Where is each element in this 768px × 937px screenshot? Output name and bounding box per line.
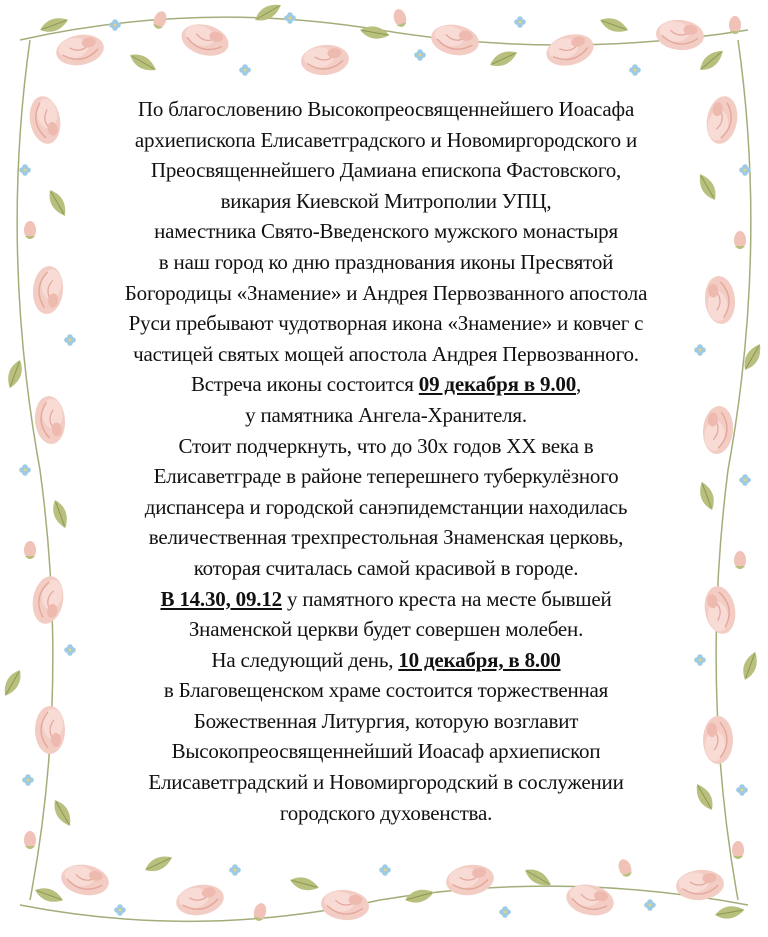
moleben-date: В 14.30, 09.12 [160,586,282,611]
text-line: частицей святых мощей апостола Андрея Первозванного. [133,341,639,366]
liturgy-text-line: городского духовенства. [279,800,493,825]
liturgy-text-line: Божественная Литургия, которую возглавит [193,708,579,733]
meeting-prefix: Встреча иконы состоится [190,372,419,397]
meeting-suffix: , [576,372,582,397]
text-line: По благословению Высокопреосвященнейшего Иоасафа [137,97,635,121]
history-line: величественная трехпрестольная Знаменская церковь, [148,525,624,550]
history-line: которая считалась самой красивой в городе. [193,555,579,580]
liturgy-prefix: На следующий день, [211,647,399,672]
liturgy-text-line: в Благовещенском храме состоится торжественная [163,678,609,703]
history-line: Стоит подчеркнуть, что до 30х годов XX века в [178,433,594,458]
moleben-line [86,584,686,615]
text-line: Руси пребывают чудотворная икона «Знамение» и ковчег с [128,311,644,336]
text-line: Богородицы «Знамение» и Андрея Первозванного апостола [124,280,648,305]
text-line: в наш город ко дню празднования иконы Пресвятой [158,249,614,274]
text-line: викария Киевской Митрополии УПЦ, [220,188,552,213]
history-line: диспансера и городской санэпидемстанции находилась [144,494,628,519]
moleben-suffix: у памятного креста на месте бывшей [281,586,612,611]
announcement-text [86,94,686,828]
liturgy-text-line: Елисаветградский и Новомиргородский в сослужении [148,770,624,795]
text-line: Преосвященнейшего Дамиана епископа Фастовского, [150,158,622,183]
history-line: Елисаветграде в районе теперешнего туберкулёзного [153,464,619,489]
meeting-place: у памятника Ангела-Хранителя. [245,402,527,427]
liturgy-date: 10 декабря, в 8.00 [398,647,561,672]
meeting-line [86,369,686,400]
liturgy-text-line: Высокопреосвященнейший Иоасаф архиепископ [171,739,601,764]
meeting-date: 09 декабря в 9.00 [418,372,576,397]
moleben-line-2: Знаменской церкви будет совершен молебен. [188,617,584,642]
liturgy-line [86,645,686,676]
text-line: архиепископа Елисаветградского и Новомиргородского и [134,127,638,152]
text-line: наместника Свято-Введенского мужского монастыря [154,219,618,244]
